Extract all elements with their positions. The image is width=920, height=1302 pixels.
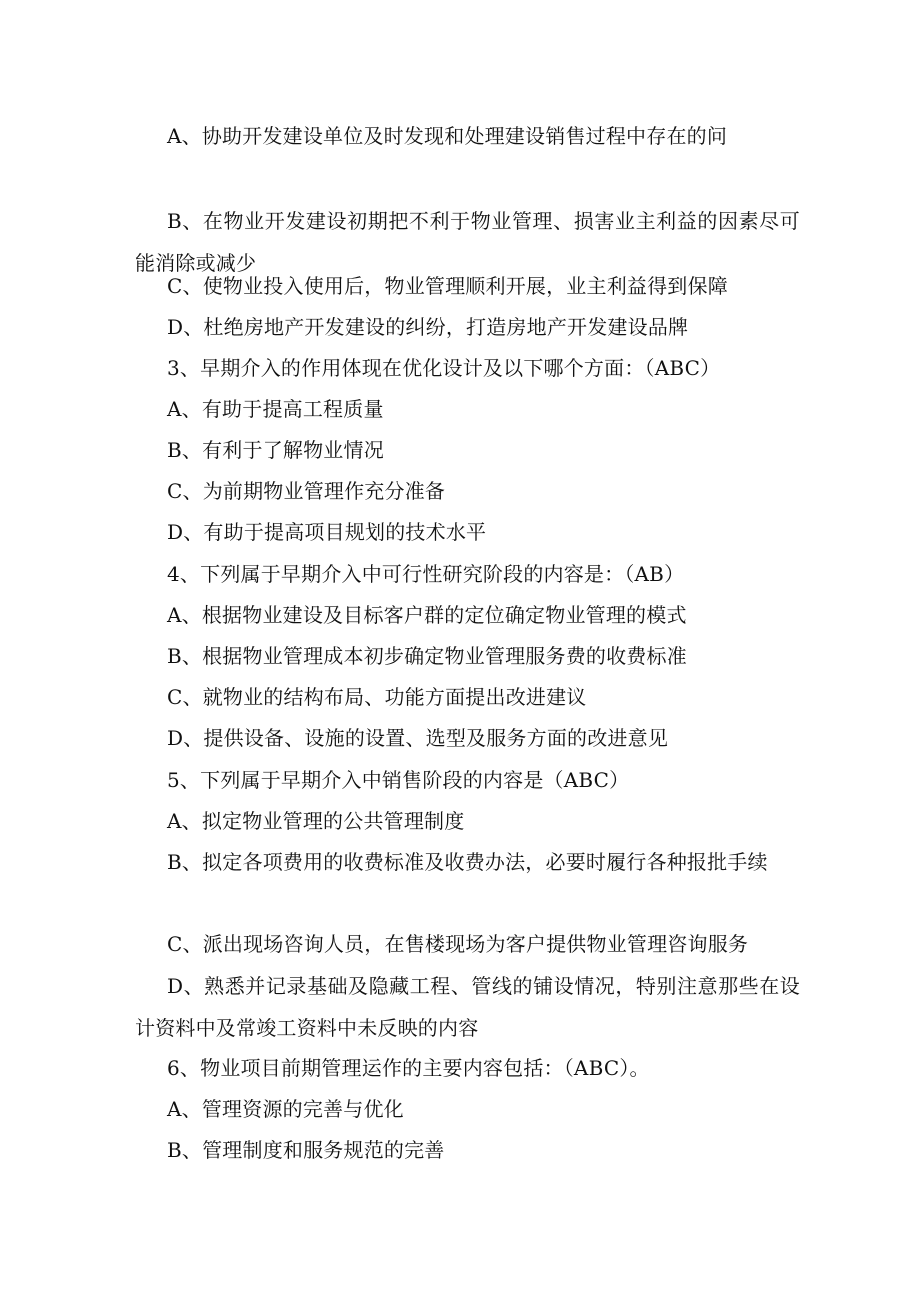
option-b-q4: B、根据物业管理成本初步确定物业管理服务费的收费标准 <box>167 644 687 668</box>
option-b-q5: B、拟定各项费用的收费标准及收费办法，必要时履行各种报批手续 <box>167 850 768 874</box>
question-5: 5、下列属于早期介入中销售阶段的内容是（ABC） <box>167 768 630 792</box>
option-a-q6: A、管理资源的完善与优化 <box>167 1097 404 1121</box>
option-a-q3: A、有助于提高工程质量 <box>167 397 384 421</box>
option-b-q6: B、管理制度和服务规范的完善 <box>167 1138 445 1162</box>
option-a-q5: A、拟定物业管理的公共管理制度 <box>167 809 465 833</box>
option-c-q2: C、使物业投入使用后，物业管理顺利开展，业主利益得到保障 <box>167 274 728 298</box>
option-c-q5: C、派出现场咨询人员，在售楼现场为客户提供物业管理咨询服务 <box>167 932 749 956</box>
option-a-q4: A、根据物业建设及目标客户群的定位确定物业管理的模式 <box>167 603 687 627</box>
option-a-q2: A、协助开发建设单位及时发现和处理建设销售过程中存在的问 <box>167 124 728 148</box>
option-c-q3: C、为前期物业管理作充分准备 <box>167 479 446 503</box>
option-b-q2: B、在物业开发建设初期把不利于物业管理、损害业主利益的因素尽可能消除或减少 <box>135 209 800 275</box>
option-d-q5: D、熟悉并记录基础及隐藏工程、管线的铺设情况，特别注意那些在设计资料中及常竣工资料中未反映的内容 <box>135 974 800 1040</box>
question-3: 3、早期介入的作用体现在优化设计及以下哪个方面：（ABC） <box>167 356 721 380</box>
option-c-q4: C、就物业的结构布局、功能方面提出改进建议 <box>167 685 587 709</box>
option-d-q4: D、提供设备、设施的设置、选型及服务方面的改进意见 <box>167 726 669 750</box>
option-b-q3: B、有利于了解物业情况 <box>167 438 384 462</box>
question-4: 4、下列属于早期介入中可行性研究阶段的内容是：（AB） <box>167 562 685 586</box>
question-6: 6、物业项目前期管理运作的主要内容包括：（ABC）。 <box>167 1056 650 1080</box>
option-d-q3: D、有助于提高项目规划的技术水平 <box>167 520 487 544</box>
option-d-q2: D、杜绝房地产开发建设的纠纷，打造房地产开发建设品牌 <box>167 315 689 339</box>
